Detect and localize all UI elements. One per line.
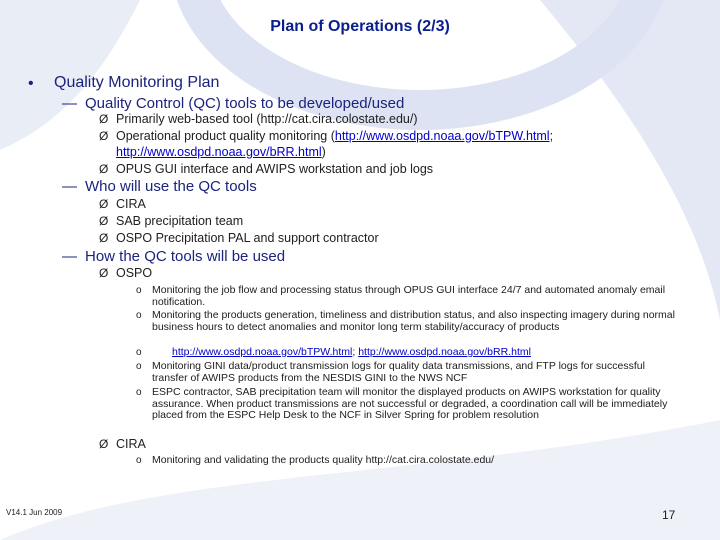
qc-op-link-tpw[interactable]: http://www.osdpd.noaa.gov/bTPW.html [334, 129, 550, 143]
ospo-item-links [172, 347, 531, 359]
arrow-icon: Ø [99, 162, 109, 176]
who-item-ospo: OSPO Precipitation PAL and support contractor [116, 231, 379, 245]
arrow-icon: Ø [99, 112, 109, 126]
arrow-icon: Ø [99, 266, 109, 280]
ospo-item-espc: ESPC contractor, SAB precipitation team will monitor the displayed products on AWIPS workstation for quality assurance. When product transmissions are not successful or degraded, a coordination call will be immediately placed from the ESPC Help Desk to the NCF in Silver Spring for problem resolution [152, 386, 668, 421]
qc-op-prefix: Operational product quality monitoring ( [116, 129, 335, 143]
page-title: Plan of Operations (2/3) [270, 18, 450, 35]
who-label: Who will use the QC tools [85, 178, 257, 195]
qc-op-separator: ; [549, 129, 554, 143]
ospo-link-rr[interactable]: http://www.osdpd.noaa.gov/bRR.html [358, 346, 531, 358]
ospo-item-job-flow: Monitoring the job flow and processing status through OPUS GUI interface 24/7 and automated anomaly email notification. [152, 284, 666, 308]
sub-bullet-icon: o [136, 285, 142, 296]
qc-op-suffix: ) [321, 145, 326, 159]
sub-bullet-icon: o [136, 310, 142, 321]
sub-bullet-icon: o [136, 361, 142, 372]
bullet-icon: • [28, 75, 34, 92]
how-label: How the QC tools will be used [85, 248, 286, 265]
ospo-link-tpw[interactable]: http://www.osdpd.noaa.gov/bTPW.html [172, 346, 353, 358]
who-item-cira: CIRA [116, 197, 146, 211]
who-item-sab: SAB precipitation team [116, 214, 244, 228]
section-heading: Quality Monitoring Plan [54, 74, 220, 91]
version-footer: V14.1 Jun 2009 [6, 508, 63, 517]
qc-item-operational-cont [116, 144, 326, 160]
qc-item-opus: OPUS GUI interface and AWIPS workstation and job logs [116, 162, 434, 176]
qc-label: Quality Control (QC) tools to be developed/used [85, 95, 405, 112]
arrow-icon: Ø [99, 231, 109, 245]
arrow-icon: Ø [99, 437, 109, 451]
ospo-item-gini: Monitoring GINI data/product transmission logs for quality data transmissions, and FTP logs for successful transfer of AWIPS products from the NESDIS GINI to the NWS NCF [152, 360, 645, 384]
arrow-icon: Ø [99, 197, 109, 211]
how-ospo-label: OSPO [116, 266, 153, 280]
qc-op-link-rr[interactable]: http://www.osdpd.noaa.gov/bRR.html [116, 145, 322, 159]
qc-item-web-tool: Primarily web-based tool (http://cat.cira.colostate.edu/) [116, 112, 418, 126]
dash-icon: — [62, 178, 77, 195]
sub-bullet-icon: o [136, 455, 142, 466]
dash-icon: — [62, 248, 77, 265]
arrow-icon: Ø [99, 214, 109, 228]
sub-bullet-icon: o [136, 347, 142, 358]
qc-item-operational [116, 128, 553, 144]
arrow-icon: Ø [99, 129, 109, 143]
dash-icon: — [62, 95, 77, 112]
sub-bullet-icon: o [136, 387, 142, 398]
how-cira-label: CIRA [116, 437, 146, 451]
ospo-item-products: Monitoring the products generation, timeliness and distribution status, and also inspecting imagery during normal business hours to detect anomalies and monitor long term stability/accuracy of products [152, 309, 675, 333]
ospo-link-separator: ; [352, 346, 356, 358]
cira-item-validation: Monitoring and validating the products quality http://cat.cira.colostate.edu/ [152, 454, 495, 466]
page-number: 17 [662, 508, 676, 522]
